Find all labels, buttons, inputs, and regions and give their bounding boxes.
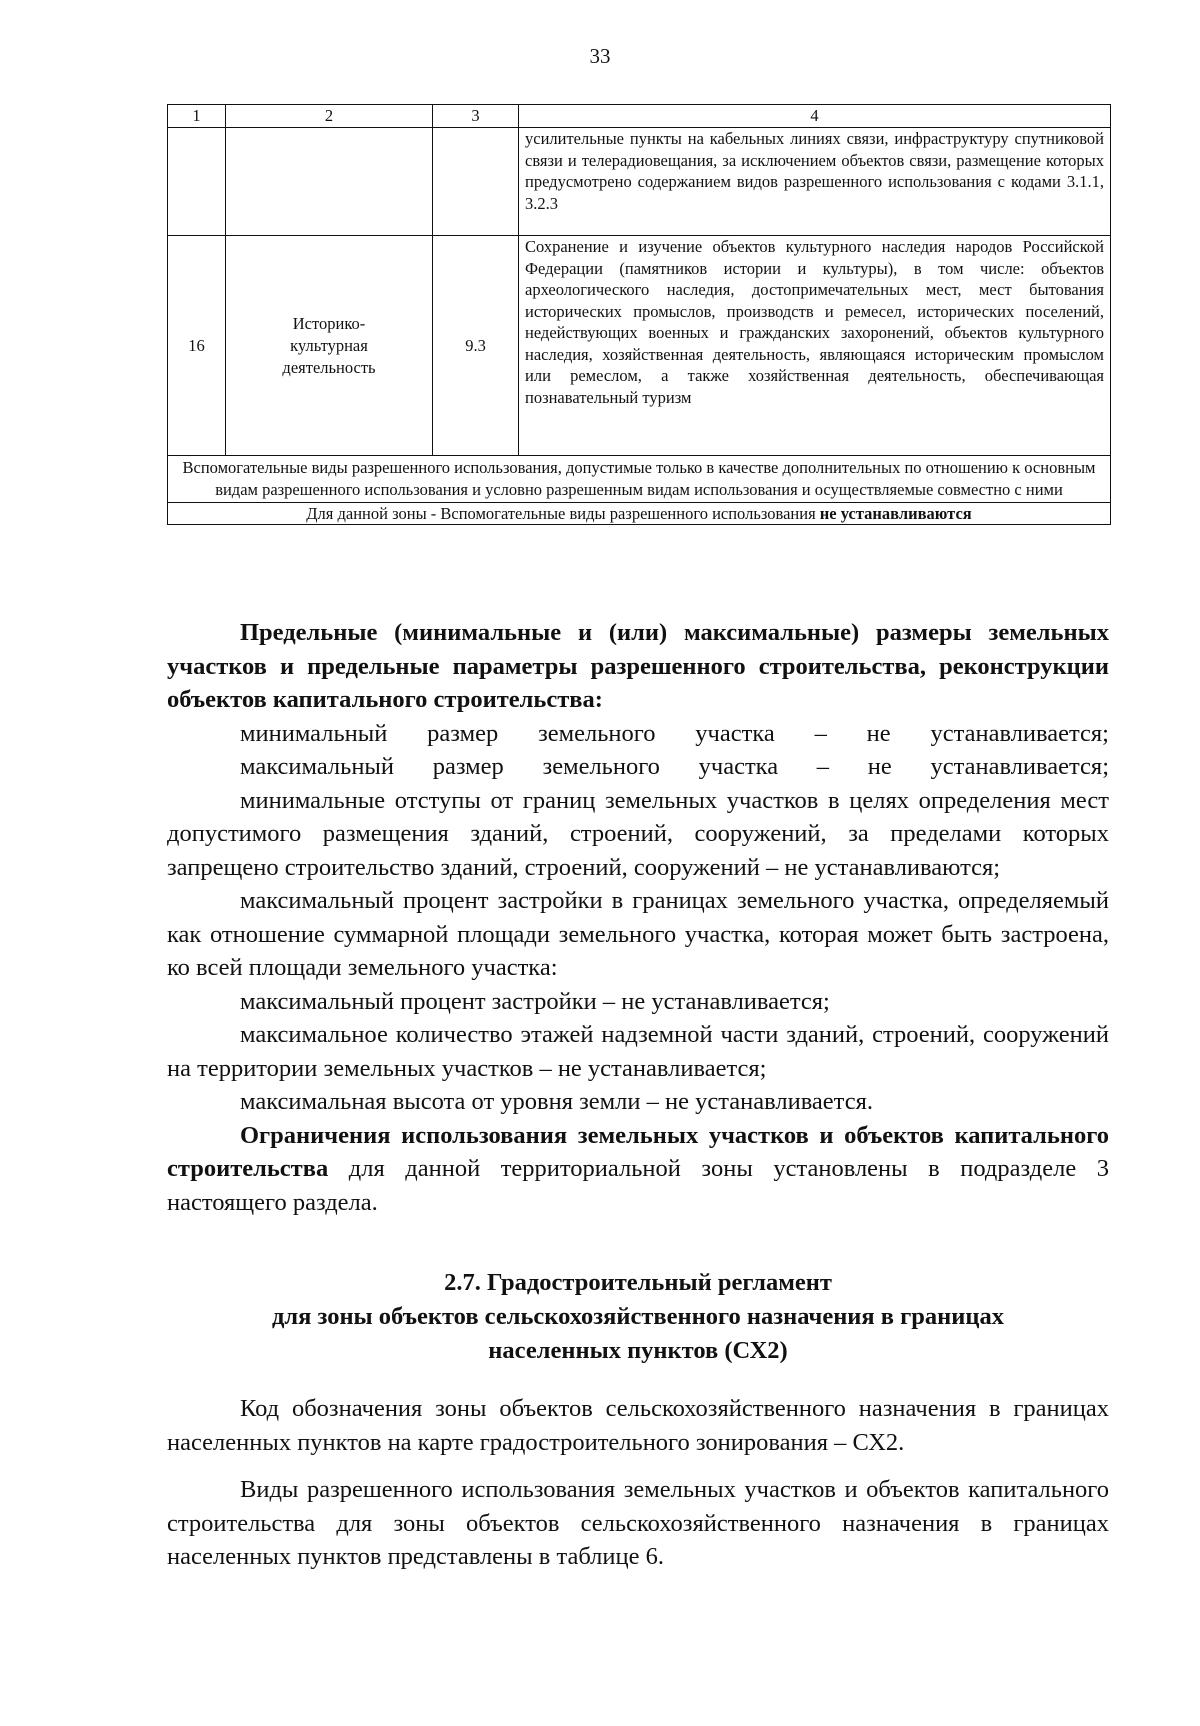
- auxiliary-note: [168, 503, 1111, 525]
- land-use-table: [167, 104, 1111, 525]
- use-type-name: [226, 128, 433, 236]
- section-paragraph: Виды разрешенного использования земельных участков и объектов капитального строительства для зоны объектов сельскохозяйственного назначения в границах населенных пунктов представлены в таблице 6.: [167, 1476, 1109, 1570]
- restrictions-bold: Ограничения использования земельных участков и объектов капитального строительства: [167, 1121, 1109, 1182]
- use-type-name-line: Историко-: [292, 313, 366, 333]
- limits-item: максимальный процент застройки в границах земельного участка, определяемый как отношение суммарной площади земельного участка, которая может быть застроена, ко всей площади земельного участка:: [167, 887, 1109, 981]
- limits-item: минимальные отступы от границ земельных участков в целях определения мест допустимого размещения зданий, строений, сооружений, за пределами которых запрещено строительство зданий, строений, сооружений – не устанавливаются;: [167, 786, 1109, 881]
- use-type-code: [433, 128, 519, 236]
- use-type-description: усилительные пункты на кабельных линиях связи, инфраструктуру спутниковой связи и телерадиовещания, за исключением объектов связи, размещение которых предусмотрено содержанием видов разрешенного использования с кодами 3.1.1, 3.2.3: [519, 128, 1111, 236]
- table-row: [168, 236, 1111, 456]
- table-header-cell: 2: [226, 105, 433, 128]
- limits-item: максимальный процент застройки – не устанавливается;: [240, 987, 830, 1015]
- auxiliary-heading: Вспомогательные виды разрешенного использования, допустимые только в качестве дополнительных по отношению к основным видам разрешенного использования и условно разрешенным видам использования и осуществляемые совместно с ними: [168, 456, 1111, 503]
- restrictions-text: для данной территориальной зоны установлены в подразделе 3 настоящего раздела.: [167, 1155, 1109, 1216]
- table-header-row: [168, 105, 1111, 128]
- section-title-line: для зоны объектов сельскохозяйственного назначения в границах: [271, 1303, 1005, 1330]
- restrictions-paragraph: [167, 1119, 1109, 1220]
- use-type-description: Сохранение и изучение объектов культурного наследия народов Российской Федерации (памятников истории и культуры), в том числе: объектов археологического наследия, достопримечательных мест, мест бытования исторических промыслов, производств и ремесел, исторических поселений, недействующих военных и гражданских захоронений, объектов культурного наследия, хозяйственная деятельность, являющаяся историческим промыслом или ремеслом, а также хозяйственная деятельность, обеспечивающая познавательный туризм: [519, 236, 1111, 456]
- use-type-code: 9.3: [433, 236, 519, 456]
- limits-heading: Предельные (минимальные и (или) максимальные) размеры земельных участков и предельные параметры разрешенного строительства, реконструкции объектов капитального строительства:: [167, 619, 1109, 713]
- table-header-cell: 4: [519, 105, 1111, 128]
- limits-item: максимальный размер земельного участка – не устанавливается;: [240, 753, 1109, 780]
- table-header-cell: 1: [168, 105, 226, 128]
- limits-item: максимальная высота от уровня земли – не устанавливается.: [240, 1088, 873, 1115]
- section-title-line: 2.7. Градостроительный регламент: [444, 1269, 832, 1296]
- page-number: 33: [589, 44, 611, 68]
- section-paragraph: Код обозначения зоны объектов сельскохозяйственного назначения в границах населенных пунктов на карте градостроительного зонирования – СХ2.: [167, 1395, 1109, 1456]
- auxiliary-heading-row: [168, 456, 1111, 503]
- limits-item: максимальное количество этажей надземной части зданий, строений, сооружений на территории земельных участков – не устанавливается;: [167, 1021, 1109, 1082]
- section-body: [167, 1392, 1109, 1574]
- limits-item: минимальный размер земельного участка – не устанавливается;: [240, 719, 1109, 747]
- section-title-line: населенных пунктов (СХ2): [488, 1337, 788, 1364]
- use-type-name: [226, 236, 433, 456]
- limits-section: [167, 616, 1109, 1219]
- auxiliary-note-text: Для данной зоны - Вспомогательные виды разрешенного использования: [306, 504, 820, 523]
- table-row: [168, 128, 1111, 236]
- auxiliary-note-row: [168, 503, 1111, 525]
- auxiliary-note-bold: не устанавливаются: [819, 504, 972, 523]
- row-number: [168, 128, 226, 236]
- use-type-name-line: культурная: [290, 335, 368, 355]
- table-header-cell: 3: [433, 105, 519, 128]
- section-title: [167, 1266, 1109, 1368]
- use-type-name-line: деятельность: [282, 357, 376, 377]
- row-number: 16: [168, 236, 226, 456]
